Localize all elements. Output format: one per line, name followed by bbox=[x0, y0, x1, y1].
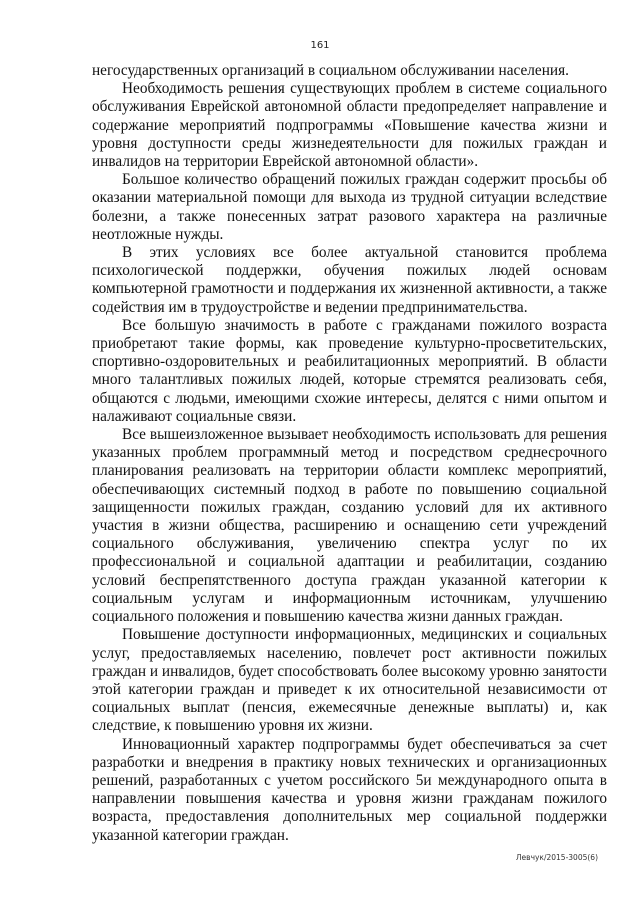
paragraph: Повышение доступности информационных, медицинских и социальных услуг, предоставляемых населению, повлечет рост активности пожилых граждан и инвалидов, будет способствовать более высокому уровню занятости этой категории граждан и приведет к их относительной независимости от социальных выплат (пенсия, ежемесячные денежные выплаты) и, как следствие, к повышению уровня их жизни. bbox=[92, 626, 607, 735]
paragraph: Все большую значимость в работе с гражданами пожилого возраста приобретают такие формы, как проведение культурно-просветительских, спортивно-оздоровительных и реабилитационных мероприятий. В области много талантливых пожилых людей, которые стремятся реализовать себя, общаются с людьми, имеющими схожие интересы, делятся с ними опытом и налаживают социальные связи. bbox=[92, 316, 607, 425]
paragraph: Инновационный характер подпрограммы будет обеспечиваться за счет разработки и внедрения в практику новых технических и организационных решений, разработанных с учетом российского 5и международного опыта в направлении повышения качества и уровня жизни гражданам пожилого возраста, предоставления дополнительных мер социальной поддержки указанной категории граждан. bbox=[92, 735, 607, 844]
footer-document-code: Левчук/2015-3005(6) bbox=[515, 853, 598, 862]
paragraph: В этих условиях все более актуальной становится проблема психологической поддержки, обучения пожилых людей основам компьютерной грамотности и поддержания их жизненной активности, а также содействия им в трудоустройстве и ведении предпринимательства. bbox=[92, 244, 607, 316]
page-number: 161 bbox=[310, 40, 330, 51]
paragraph-continuation: негосударственных организаций в социальном обслуживании населения. bbox=[92, 62, 569, 79]
paragraph: Большое количество обращений пожилых граждан содержит просьбы об оказании материальной помощи для выхода из трудной ситуации вследствие болезни, а также понесенных затрат разового характера на различные неотложные нужды. bbox=[92, 171, 607, 243]
paragraph: Необходимость решения существующих проблем в системе социального обслуживания Еврейской автономной области предопределяет направление и содержание мероприятий подпрограммы «Повышение качества жизни и уровня доступности среды жизнедеятельности для пожилых граждан и инвалидов на территории Еврейской автономной области». bbox=[92, 80, 607, 171]
body-text bbox=[92, 62, 607, 845]
paragraph: Все вышеизложенное вызывает необходимость использовать для решения указанных проблем программный метод и посредством среднесрочного планирования реализовать на территории области комплекс мероприятий, обеспечивающих системный подход в работе по повышению социальной защищенности пожилых граждан, созданию условий для их активного участия в жизни общества, расширению и оснащению сети учреждений социального обслуживания, увеличению спектра услуг по их профессиональной и социальной адаптации и реабилитации, созданию условий беспрепятственного доступа граждан указанной категории к социальным услугам и информационным источникам, улучшению социального положения и повышению качества жизни данных граждан. bbox=[92, 426, 607, 626]
